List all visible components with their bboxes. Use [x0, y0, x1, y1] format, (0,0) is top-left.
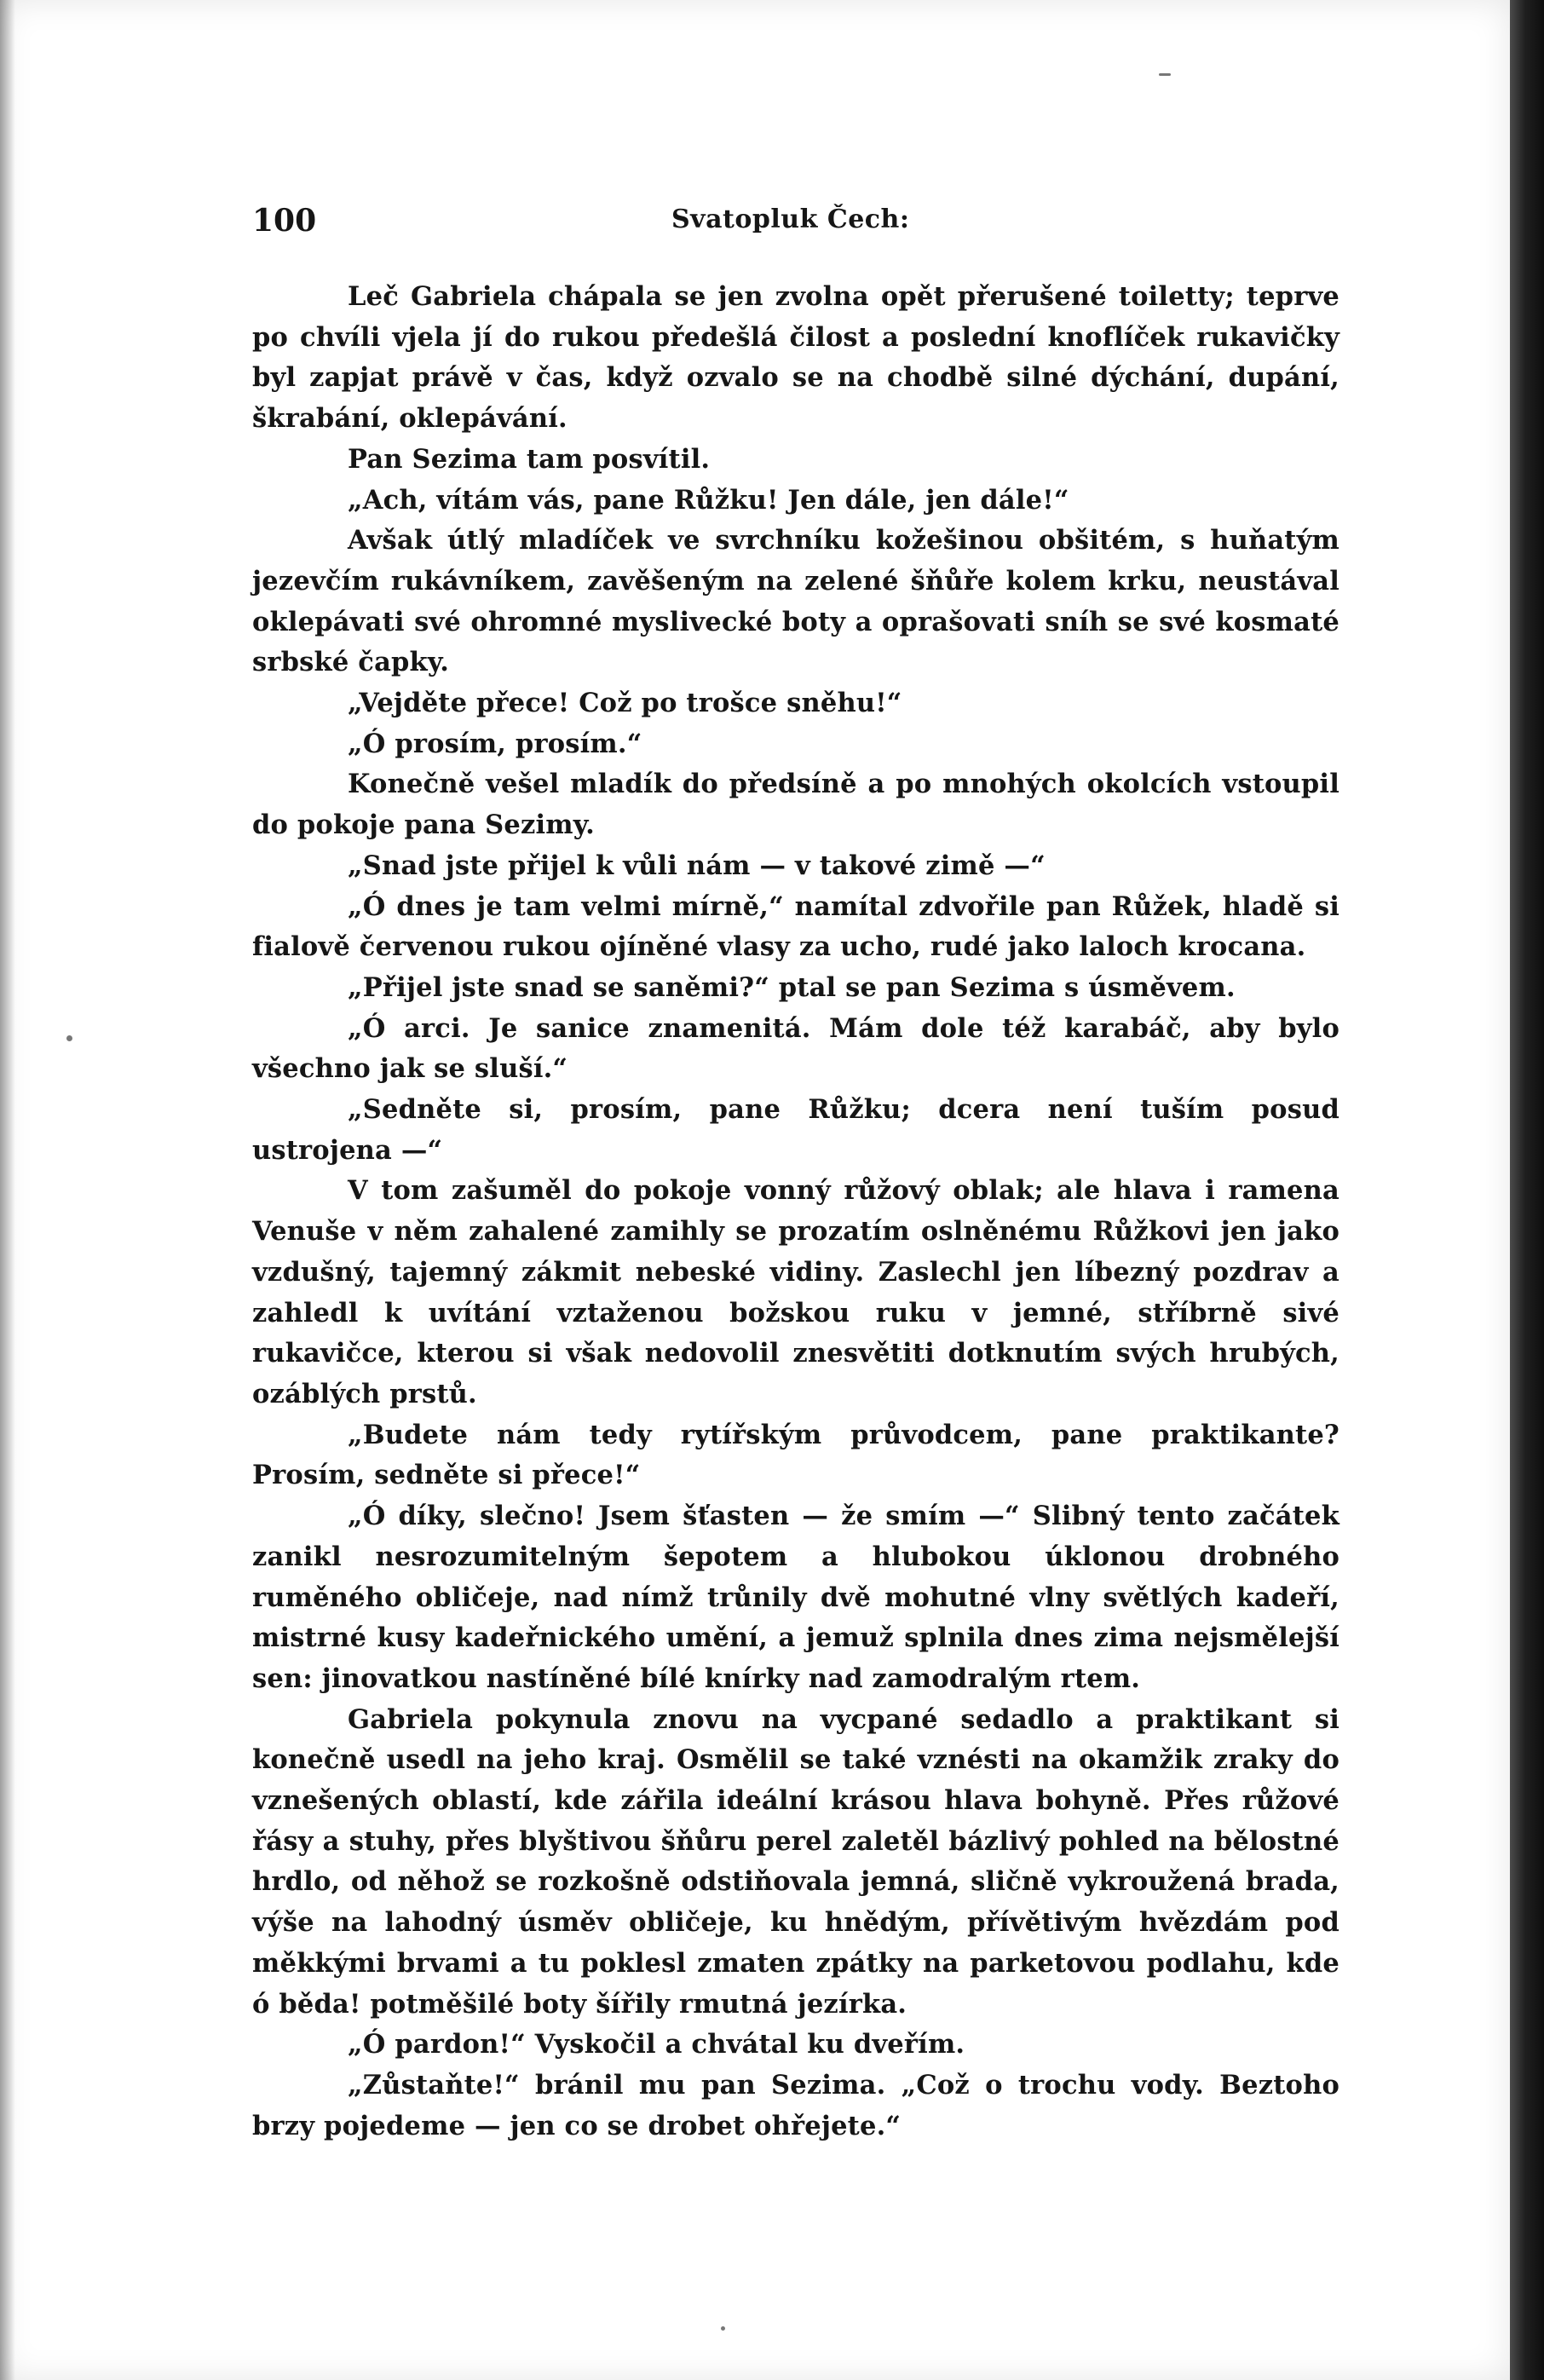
- paragraph: „Ó dnes je tam velmi mírně,“ namítal zdvořile pan Růžek, hladě si fialově červenou rukou ojíněné vlasy za ucho, rudé jako laloch krocana.: [252, 890, 1339, 963]
- paragraph: „Ó pardon!“ Vyskočil a chvátal ku dveřím.: [348, 2029, 965, 2060]
- page-gutter-shadow: [0, 0, 15, 2380]
- page-number: 100: [252, 203, 317, 239]
- paragraph: „Ó arci. Je sanice znamenitá. Mám dole též karabáč, aby bylo všechno jak se sluší.“: [252, 1012, 1339, 1085]
- paragraph: Leč Gabriela chápala se jen zvolna opět přerušené toiletty; teprve po chvíli vjela jí do rukou předešlá čilost a poslední knoflíček rukavičky byl zapjat právě v čas, když ozvalo se na chodbě silné dýchání, dupání, škrabání, oklepávání.: [252, 281, 1339, 435]
- paper-speck: [1159, 73, 1171, 76]
- paper-speck: [721, 2326, 725, 2331]
- page-header: [252, 203, 1339, 254]
- page-edge-shadow: [1510, 0, 1544, 2380]
- paragraph: „Zůstaňte!“ bránil mu pan Sezima. „Což o trochu vody. Beztoho brzy pojedeme — jen co se drobet ohřejete.“: [252, 2069, 1339, 2141]
- paragraph: „Vejděte přece! Což po trošce sněhu!“: [348, 688, 902, 719]
- paragraph: Konečně vešel mladík do předsíně a po mnohých okolcích vstoupil do pokoje pana Sezimy.: [252, 769, 1339, 841]
- paper-speck: [66, 1035, 72, 1041]
- paragraph: Avšak útlý mladíček ve svrchníku kožešinou obšitém, s huňatým jezevčím rukávníkem, zavěšeným na zelené šňůře kolem krku, neustával oklepávati své ohromné myslivecké boty a oprašovati sníh se své kosmaté srbské čapky.: [252, 525, 1339, 678]
- paragraph: „Snad jste přijel k vůli nám — v takové zimě —“: [348, 850, 1046, 881]
- paragraph: „Budete nám tedy rytířským průvodcem, pane praktikante? Prosím, sedněte si přece!“: [252, 1419, 1339, 1491]
- paragraph: „Ach, vítám vás, pane Růžku! Jen dále, jen dále!“: [348, 484, 1069, 516]
- paragraph: Gabriela pokynula znovu na vycpané sedadlo a praktikant si konečně usedl na jeho kraj. Osmělil se také vznésti na okamžik zraky do vznešených oblastí, kde zářila ideální krásou hlava bohyně. Přes růžové řásy a stuhy, přes blyštivou šňůru perel zaletěl bázlivý pohled na bělostné hrdlo, od něhož se rozkošně odstiňovala jemná, sličně vykroužená brada, výše na lahodný úsměv obličeje, ku hnědým, přívětivým hvězdám pod měkkými brvami a tu poklesl zmaten zpátky na parketovou podlahu, kde ó běda! potměšilé boty šířily rmutná jezírka.: [252, 1703, 1339, 2020]
- body-text: [252, 277, 1339, 2147]
- paragraph: „Sedněte si, prosím, pane Růžku; dcera není tuším posud ustrojena —“: [252, 1094, 1339, 1166]
- paragraph: Pan Sezima tam posvítil.: [348, 443, 711, 475]
- running-head: Svatopluk Čech:: [671, 205, 910, 234]
- paragraph: „Ó díky, slečno! Jsem šťasten — že smím —“ Slibný tento začátek zanikl nesrozumitelným šepotem a hlubokou úklonou drobného ruměného obličeje, nad nímž trůnily dvě mohutné vlny světlých kadeří, mistrné kusy kadeřnického umění, a jemuž splnila dnes zima nejsmělejší sen: jinovatkou nastíněné bílé knírky nad zamodralým rtem.: [252, 1501, 1339, 1694]
- paragraph: „Ó prosím, prosím.“: [348, 728, 642, 759]
- paragraph: „Přijel jste snad se saněmi?“ ptal se pan Sezima s úsměvem.: [348, 971, 1236, 1003]
- paragraph: V tom zašuměl do pokoje vonný růžový oblak; ale hlava i ramena Venuše v něm zahalené zamihly se prozatím oslněnému Růžkovi jen jako vzdušný, tajemný zákmit nebeské vidiny. Zaslechl jen líbezný pozdrav a zahledl k uvítání vztaženou božskou ruku v jemné, stříbrně sivé rukavičce, kterou si však nedovolil znesvětiti dotknutím svých hrubých, ozáblých prstů.: [252, 1175, 1339, 1409]
